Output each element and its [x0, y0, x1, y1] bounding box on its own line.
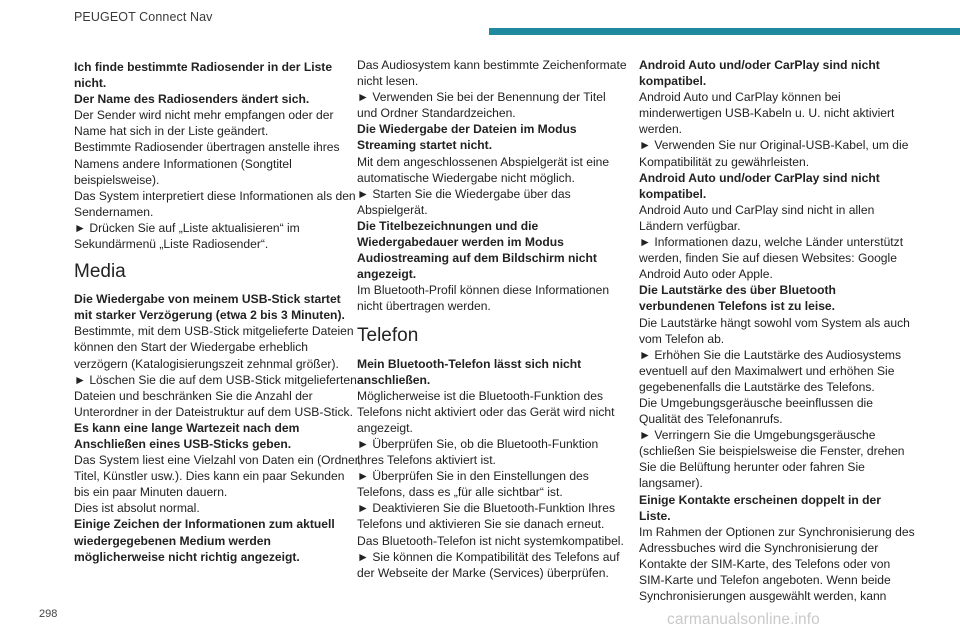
column-1: [74, 59, 362, 565]
instruction-paragraph: ► Erhöhen Sie die Lautstärke des Audiosystems eventuell auf den Maximalwert und erhöhen Sie gegebenenfalls die Lautstärke des Telefons.: [639, 347, 902, 394]
instruction-paragraph: ► Sie können die Kompatibilität des Telefons auf der Webseite der Marke (Services) überprüfen.: [357, 549, 620, 580]
column-2: [357, 57, 627, 581]
running-header-title: PEUGEOT Connect Nav: [74, 10, 213, 24]
header-accent-bar: [489, 28, 960, 35]
question-heading: Die Wiedergabe von meinem USB-Stick startet mit starker Verzögerung (etwa 2 bis 3 Minuten).: [74, 292, 345, 323]
body-paragraph: Android Auto und CarPlay können bei minderwertigen USB-Kabeln u. U. nicht aktiviert werden.: [639, 90, 895, 137]
question-heading: Ich finde bestimmte Radiosender in der Liste nicht.: [74, 60, 333, 91]
watermark-text: carmanualsonline.info: [667, 611, 820, 628]
question-heading: Android Auto und/oder CarPlay sind nicht kompatibel.: [639, 58, 880, 89]
body-paragraph: Das System liest eine Vielzahl von Daten ein (Ordner, Titel, Künstler usw.). Dies kann ein paar Sekunden bis ein paar Minuten dauern.: [74, 453, 362, 500]
body-paragraph: Das Audiosystem kann bestimmte Zeichenformate nicht lesen.: [357, 58, 627, 89]
instruction-paragraph: ► Verwenden Sie nur Original-USB-Kabel, um die Kompatibilität zu gewährleisten.: [639, 138, 909, 169]
body-paragraph: Das System interpretiert diese Informationen als den Sendernamen.: [74, 188, 356, 219]
instruction-paragraph: ► Informationen dazu, welche Länder unterstützt werden, finden Sie auf diesen Websites: Google Android Auto oder Apple.: [639, 235, 904, 282]
body-paragraph: Der Sender wird nicht mehr empfangen oder der Name hat sich in der Liste geändert.: [74, 108, 334, 139]
instruction-paragraph: ► Drücken Sie auf „Liste aktualisieren“ im Sekundärmenü „Liste Radiosender“.: [74, 220, 300, 252]
question-heading: Einige Zeichen der Informationen zum aktuell wiedergegebenen Medium werden möglicherweise nicht richtig angezeigt.: [74, 517, 335, 564]
question-heading: Die Titelbezeichnungen und die Wiedergabedauer werden im Modus Audiostreaming auf dem Bildschirm nicht angezeigt.: [357, 218, 597, 282]
body-paragraph: Die Umgebungsgeräusche beeinflussen die Qualität des Telefonanrufs.: [639, 395, 873, 427]
instruction-paragraph: ► Löschen Sie die auf dem USB-Stick mitgelieferten Dateien und beschränken Sie die Anzahl der Unterordner in der Dateistruktur auf dem USB-Stick.: [74, 372, 357, 419]
body-paragraph: Im Rahmen der Optionen zur Synchronisierung des Adressbuches wird die Synchronisierung der Kontakte der SIM-Karte, des Telefons oder von SIM-Karte und Telefon angeboten. Wenn beide Synchronisierungen ausgewählt werden, kann: [639, 524, 915, 604]
question-heading: Einige Kontakte erscheinen doppelt in der Liste.: [639, 492, 881, 523]
page-number: 298: [39, 608, 58, 620]
question-heading: Die Wiedergabe der Dateien im Modus Streaming startet nicht.: [357, 122, 577, 153]
instruction-paragraph: ► Verwenden Sie bei der Benennung der Titel und Ordner Standardzeichen.: [357, 90, 606, 121]
body-paragraph: Bestimmte, mit dem USB-Stick mitgelieferte Dateien können den Start der Wiedergabe erheblich verzögern (Katalogisierungszeit zehnmal größer).: [74, 324, 354, 371]
question-heading: Mein Bluetooth-Telefon lässt sich nicht anschließen.: [357, 356, 582, 387]
instruction-paragraph: ► Starten Sie die Wiedergabe über das Abspielgerät.: [357, 186, 571, 217]
body-paragraph: Die Lautstärke hängt sowohl vom System als auch vom Telefon ab.: [639, 315, 910, 346]
body-paragraph: Bestimmte Radiosender übertragen anstelle ihres Namens andere Informationen (Songtitel beispielsweise).: [74, 140, 340, 187]
column-3: [639, 57, 915, 604]
section-heading-media: Media: [74, 261, 126, 283]
body-paragraph: Möglicherweise ist die Bluetooth-Funktion des Telefons nicht aktiviert oder das Gerät wird nicht angezeigt.: [357, 388, 615, 435]
question-heading: Der Name des Radiosenders ändert sich.: [74, 92, 310, 107]
body-paragraph: Mit dem angeschlossenen Abspielgerät ist eine automatische Wiedergabe nicht möglich.: [357, 154, 610, 185]
section-heading-telefon: Telefon: [357, 324, 419, 346]
instruction-paragraph: ► Deaktivieren Sie die Bluetooth-Funktion Ihres Telefons und aktivieren Sie sie danach erneut.: [357, 501, 616, 532]
body-paragraph: Android Auto und CarPlay sind nicht in allen Ländern verfügbar.: [639, 202, 875, 233]
body-paragraph: Das Bluetooth-Telefon ist nicht systemkompatibel.: [357, 533, 624, 548]
body-paragraph: Im Bluetooth-Profil können diese Informationen nicht übertragen werden.: [357, 283, 610, 314]
instruction-paragraph: ► Überprüfen Sie in den Einstellungen des Telefons, dass es „für alle sichtbar“ ist.: [357, 469, 589, 500]
instruction-paragraph: ► Verringern Sie die Umgebungsgeräusche (schließen Sie beispielsweise die Fenster, drehen Sie die Belüftung herunter oder fahren Sie langsamer).: [639, 428, 905, 491]
question-heading: Es kann eine lange Wartezeit nach dem Anschließen eines USB-Sticks geben.: [74, 420, 300, 451]
instruction-paragraph: ► Überprüfen Sie, ob die Bluetooth-Funktion Ihres Telefons aktiviert ist.: [357, 436, 599, 468]
question-heading: Die Lautstärke des über Bluetooth verbundenen Telefons ist zu leise.: [639, 283, 836, 314]
question-heading: Android Auto und/oder CarPlay sind nicht kompatibel.: [639, 170, 880, 201]
body-paragraph: Dies ist absolut normal.: [74, 501, 200, 516]
